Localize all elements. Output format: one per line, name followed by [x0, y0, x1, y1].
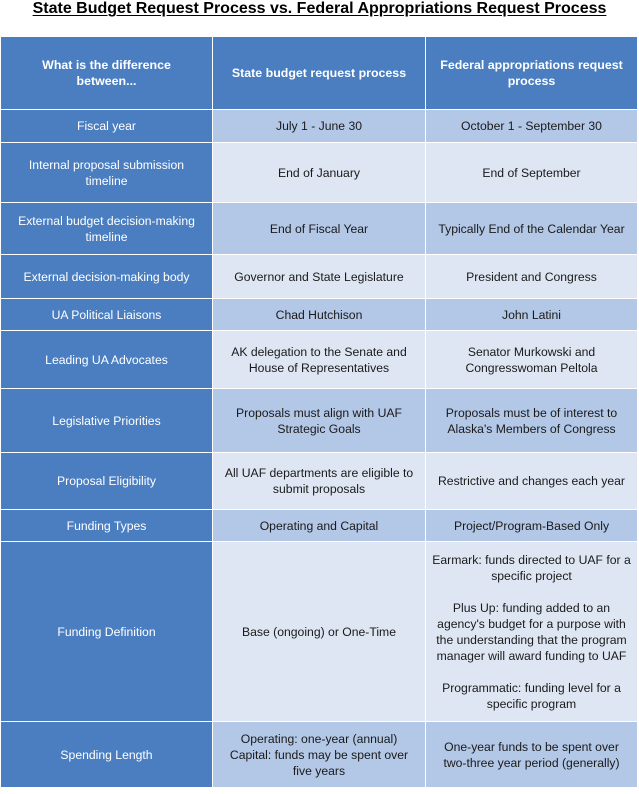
- federal-cell: Project/Program-Based Only: [426, 510, 638, 542]
- header-state: State budget request process: [213, 37, 426, 110]
- operating-length: Operating: one-year (annual): [240, 731, 398, 746]
- row-legislative-priorities: [1, 389, 638, 453]
- row-proposal-eligibility: [1, 453, 638, 510]
- federal-cell: [426, 542, 638, 722]
- row-label: Spending Length: [1, 722, 213, 788]
- row-decision-body: [1, 255, 638, 299]
- header-federal: Federal appropriations request process: [426, 37, 638, 110]
- plus-up-definition: Plus Up: funding added to an agency's budget for a purpose with the understanding that the program manager will award funding to UAF: [436, 600, 627, 663]
- row-funding-definition: [1, 542, 638, 722]
- row-label: Internal proposal submission timeline: [1, 143, 213, 203]
- federal-cell: Senator Murkowski and Congresswoman Peltola: [426, 331, 638, 389]
- programmatic-definition: Programmatic: funding level for a specific program: [442, 680, 621, 711]
- row-leading-advocates: [1, 331, 638, 389]
- state-cell: End of Fiscal Year: [213, 203, 426, 255]
- row-funding-types: [1, 510, 638, 542]
- row-label: Fiscal year: [1, 110, 213, 143]
- row-external-timeline: [1, 203, 638, 255]
- header-difference: What is the difference between...: [1, 37, 213, 110]
- row-label: Funding Types: [1, 510, 213, 542]
- federal-cell: One-year funds to be spent over two-three year period (generally): [426, 722, 638, 788]
- state-cell: AK delegation to the Senate and House of Representatives: [213, 331, 426, 389]
- row-fiscal-year: [1, 110, 638, 143]
- row-label: Funding Definition: [1, 542, 213, 722]
- earmark-definition: Earmark: funds directed to UAF for a specific project: [432, 552, 631, 583]
- comparison-table: [0, 36, 638, 788]
- row-label: Legislative Priorities: [1, 389, 213, 453]
- state-cell: End of January: [213, 143, 426, 203]
- state-cell: July 1 - June 30: [213, 110, 426, 143]
- state-cell: Base (ongoing) or One-Time: [213, 542, 426, 722]
- federal-cell: Typically End of the Calendar Year: [426, 203, 638, 255]
- row-internal-timeline: [1, 143, 638, 203]
- spacer: [432, 584, 631, 600]
- row-label: External budget decision-making timeline: [1, 203, 213, 255]
- state-cell: Governor and State Legislature: [213, 255, 426, 299]
- row-label: Leading UA Advocates: [1, 331, 213, 389]
- federal-cell: President and Congress: [426, 255, 638, 299]
- federal-cell: October 1 - September 30: [426, 110, 638, 143]
- state-cell: Operating and Capital: [213, 510, 426, 542]
- state-cell: Proposals must align with UAF Strategic Goals: [213, 389, 426, 453]
- state-cell: All UAF departments are eligible to submit proposals: [213, 453, 426, 510]
- state-cell: Chad Hutchison: [213, 299, 426, 331]
- row-label: Proposal Eligibility: [1, 453, 213, 510]
- row-political-liaisons: [1, 299, 638, 331]
- state-cell: [213, 722, 426, 788]
- row-label: UA Political Liaisons: [1, 299, 213, 331]
- table-header-row: [1, 37, 638, 110]
- federal-cell: Proposals must be of interest to Alaska's Members of Congress: [426, 389, 638, 453]
- page-title: State Budget Request Process vs. Federal Appropriations Request Process: [32, 0, 607, 17]
- federal-cell: Restrictive and changes each year: [426, 453, 638, 510]
- capital-length: Capital: funds may be spent over five years: [229, 747, 409, 778]
- federal-cell: End of September: [426, 143, 638, 203]
- row-label: External decision-making body: [1, 255, 213, 299]
- row-spending-length: [1, 722, 638, 788]
- federal-cell: John Latini: [426, 299, 638, 331]
- spacer: [432, 664, 631, 680]
